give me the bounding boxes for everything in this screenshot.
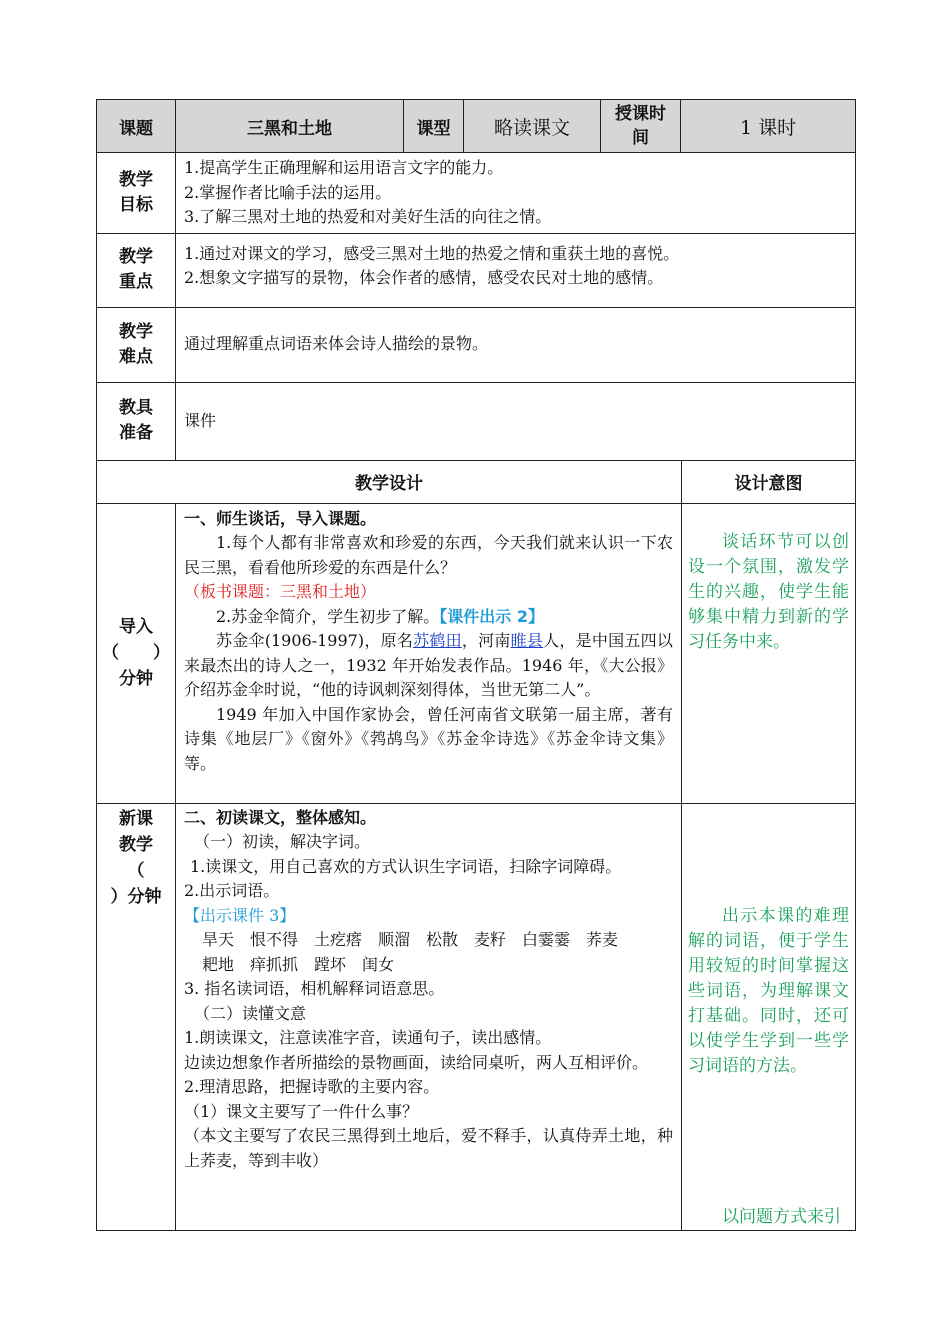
difficulties-label: 教学难点 — [97, 307, 176, 382]
paragraph: （1）课文主要写了一件什么事？ — [184, 1101, 419, 1121]
new-lesson-label: 新课 教学 （ ）分钟 — [97, 803, 176, 1230]
goals-row — [97, 153, 856, 234]
materials-label: 教具准备 — [97, 382, 176, 460]
new-lesson-content — [176, 803, 682, 1230]
key-points-content — [176, 233, 856, 307]
difficulties-row — [97, 307, 856, 382]
author-name-link[interactable]: 苏鹤田 — [413, 631, 462, 650]
materials-row — [97, 382, 856, 460]
intro-label: 导入 （ ） 分钟 — [97, 503, 176, 803]
paragraph: 1.每个人都有非常喜欢和珍爱的东西，今天我们就来认识一下农民三黑，看看他所珍爱的东西是什么？ — [184, 533, 673, 577]
type-label: 课型 — [404, 100, 464, 153]
vocabulary-line: 耙地 痒抓抓 蹚坏 闺女 — [202, 954, 395, 974]
duration-value: 1 课时 — [681, 100, 856, 153]
time-label: 授课时间 — [601, 100, 681, 153]
type-value: 略读课文 — [464, 100, 601, 153]
goal-item: 1.提高学生正确理解和运用语言文字的能力。 — [184, 158, 504, 177]
key-points-label: 教学重点 — [97, 233, 176, 307]
goal-item: 3.了解三黑对土地的热爱和对美好生活的向往之情。 — [184, 207, 552, 226]
header-row — [97, 100, 856, 153]
vocabulary-line: 旱天 恨不得 土疙瘩 顺溜 松散 麦籽 白霎霎 荞麦 — [202, 930, 619, 949]
paragraph: 边读边想象作者所描绘的景物画面，读给同桌听，两人互相评价。 — [184, 1052, 649, 1072]
difficulties-content: 通过理解重点词语来体会诗人描绘的景物。 — [176, 307, 856, 382]
new-lesson-row — [97, 803, 856, 1230]
section-title: 一、师生谈话，导入课题。 — [184, 508, 377, 528]
subject-value: 三黑和土地 — [176, 100, 404, 153]
subsection-title: （二）读懂文意 — [194, 1003, 307, 1023]
board-note: （板书课题：三黑和土地） — [184, 582, 377, 601]
lesson-plan — [96, 99, 855, 1231]
paragraph: （本文主要写了农民三黑得到土地后，爱不释手，认真侍弄土地，种上荞麦，等到丰收） — [184, 1126, 673, 1170]
lesson-plan-table — [96, 99, 856, 1231]
subsection-title: （一）初读，解决字词。 — [194, 832, 371, 851]
paragraph: 3. 指名读词语，相机解释词语意思。 — [184, 979, 445, 998]
subject-label: 课题 — [97, 100, 176, 153]
new-lesson-intent: 出示本课的难理解的词语，便于学生用较短的时间掌握这些词语，为理解课文打基础。同时，还可以使学生学到一些学习词语的方法。 以问题方式来引 — [682, 803, 856, 1230]
paragraph: 1.读课文，用自己喜欢的方式认识生字词语，扫除字词障碍。 — [190, 856, 622, 876]
key-points-row — [97, 233, 856, 307]
courseware-tag: 【出示课件 3】 — [184, 905, 296, 925]
section-title: 二、初读课文，整体感知。 — [184, 807, 377, 827]
design-header-row — [97, 460, 856, 503]
goal-item: 2.掌握作者比喻手法的运用。 — [184, 182, 392, 202]
paragraph: 2.苏金伞简介，学生初步了解。【课件出示 2】 — [216, 606, 544, 626]
goals-content — [176, 153, 856, 234]
paragraph: 1.朗读课文，注意读准字音，读通句子，读出感情。 — [184, 1028, 552, 1047]
paragraph: 2.理清思路，把握诗歌的主要内容。 — [184, 1077, 440, 1096]
key-point-item: 1.通过对课文的学习，感受三黑对土地的热爱之情和重获土地的喜悦。 — [184, 243, 680, 263]
key-point-item: 2.想象文字描写的景物，体会作者的感情，感受农民对土地的感情。 — [184, 268, 664, 287]
design-header-left: 教学设计 — [97, 460, 682, 503]
paragraph: 1949 年加入中国作家协会，曾任河南省文联第一届主席，著有诗集《地层厂》《窗外》《鹁鸪鸟》《苏金伞诗选》《苏金伞诗文集》等。 — [184, 704, 673, 773]
intro-intent: 谈话环节可以创设一个氛围，激发学生的兴趣，使学生能够集中精力到新的学习任务中来。 — [682, 503, 856, 803]
county-link[interactable]: 睢县 — [510, 631, 544, 650]
intro-content — [176, 503, 682, 803]
author-bio: 苏金伞(1906-1997)，原名苏鹤田，河南睢县人，是中国五四以来最杰出的诗人之一，1932 年开始发表作品。1946 年，《大公报》介绍苏金伞时说，“他的诗讽刺深刻得体，当世无第二人”。 — [184, 631, 673, 699]
paragraph: 2.出示词语。 — [184, 881, 280, 900]
materials-content: 课件 — [176, 382, 856, 460]
courseware-tag: 【课件出示 2】 — [439, 606, 544, 626]
design-header-right: 设计意图 — [682, 460, 856, 503]
intro-row — [97, 503, 856, 803]
goals-label: 教学目标 — [97, 153, 176, 234]
